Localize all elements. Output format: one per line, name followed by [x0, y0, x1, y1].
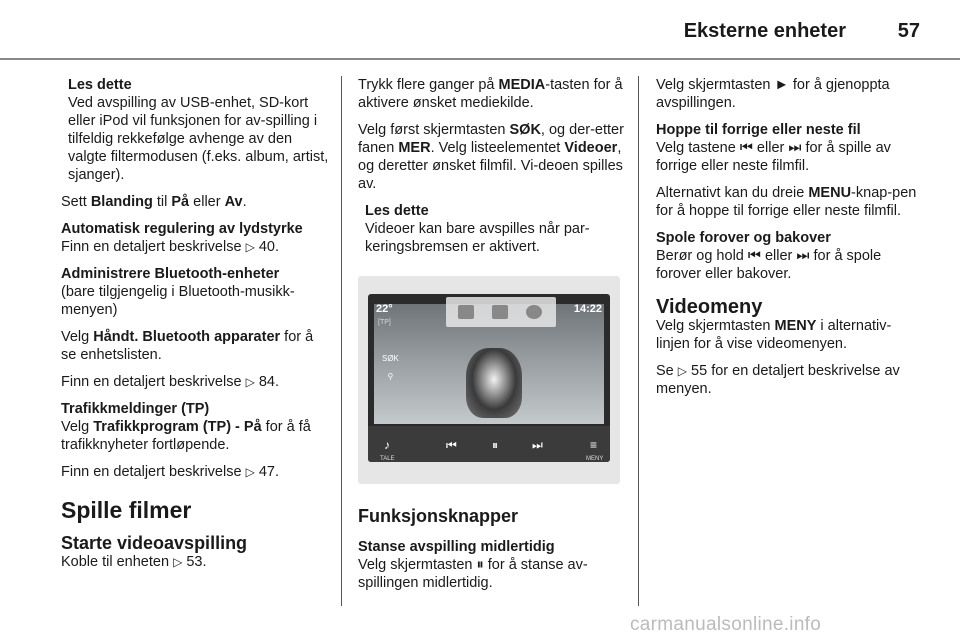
reference-arrow-icon: ▷ — [245, 240, 255, 254]
paragraph-auto-volume: Finn en detaljert beskrivelse ▷ 40. — [61, 239, 280, 255]
heading-skip: Hoppe til forrige eller neste fil — [656, 122, 861, 138]
previous-track-icon: ⏮ — [446, 438, 457, 452]
heading-auto-volume: Automatisk regulering av lydstyrke — [61, 221, 303, 237]
next-track-icon: ⏭ — [788, 140, 802, 156]
screen-tp-indicator: [TP] — [378, 319, 391, 326]
paragraph-pause: Velg skjermtasten ⏸ for å stanse av-spillingen midlertidig. — [358, 557, 588, 591]
source-tabs — [446, 297, 556, 327]
device-icon — [492, 305, 508, 319]
pause-icon: ⏸ — [492, 438, 499, 452]
record-icon — [526, 305, 542, 319]
paragraph-skip: Velg tastene ⏮ eller ⏭ for å spille av forrige eller neste filmfil. — [656, 140, 891, 174]
paragraph-bluetooth-2: Velg Håndt. Bluetooth apparater for å se enhetslisten. — [61, 329, 314, 363]
paragraph-resume: Velg skjermtasten ► for å gjenoppta avspillingen. — [656, 77, 890, 111]
heading-fast-forward: Spole forover og bakover — [656, 230, 831, 246]
heading-play-films: Spille filmer — [61, 497, 192, 523]
paragraph-select-video: Velg først skjermtasten SØK, og der-etter fanen MER. Velg listeelementet Videoer, og deretter ønsket filmfil. Vi-deoen spilles av. — [358, 122, 624, 192]
heading-traffic: Trafikkmeldinger (TP) — [61, 401, 210, 417]
paragraph-bluetooth-3: Finn en detaljert beskrivelse ▷ 84. — [61, 374, 280, 390]
reference-arrow-icon: ▷ — [245, 465, 255, 479]
infotainment-display — [368, 294, 610, 462]
pause-icon: ⏸ — [476, 557, 484, 573]
column-1 — [61, 76, 329, 580]
previous-track-icon: ⏮ — [739, 140, 753, 156]
paragraph-traffic-2: Finn en detaljert beskrivelse ▷ 47. — [61, 464, 280, 480]
reference-arrow-icon: ▷ — [677, 364, 687, 378]
column-divider-1 — [341, 76, 342, 606]
video-screen-illustration — [358, 276, 620, 484]
paragraph-bluetooth-1: (bare tilgjengelig i Bluetooth-musikk-menyen) — [61, 284, 295, 318]
watermark: carmanualsonline.info — [630, 614, 822, 635]
search-icon: ⚲ — [387, 372, 394, 381]
next-track-icon: ⏭ — [532, 438, 543, 452]
paragraph-menu-knob: Alternativt kan du dreie MENU-knap-pen for å hoppe til forrige eller neste filmfil. — [656, 185, 917, 219]
heading-start-video: Starte videoavspilling — [61, 533, 248, 553]
note-text: Ved avspilling av USB-enhet, SD-kort eller iPod vil funksjonen for av-spilling i tilfeldig rekkefølge avhenge av den valgte filtermodusen (f.eks. album, artist, sjanger). — [68, 95, 329, 183]
screen-temperature: 22° — [376, 303, 393, 315]
paragraph-see-reference: Se ▷ 55 for en detaljert beskrivelse av menyen. — [656, 363, 900, 397]
previous-track-icon: ⏮ — [747, 248, 761, 264]
page-number: 57 — [897, 20, 920, 42]
heading-video-menu: Videomeny — [656, 296, 763, 318]
music-icon — [458, 305, 474, 319]
dog-image — [466, 348, 522, 418]
note-parking-brake — [358, 202, 624, 256]
paragraph-connect-device: Koble til enheten ▷ 53. — [61, 554, 207, 570]
screen-meny-label: MENY — [586, 456, 604, 462]
screen-tale-label: TALE — [380, 456, 395, 462]
note-shuffle — [61, 76, 329, 184]
heading-pause: Stanse avspilling midlertidig — [358, 539, 555, 555]
heading-bluetooth: Administrere Bluetooth-enheter — [61, 266, 280, 282]
column-2 — [358, 76, 624, 601]
reference-arrow-icon: ▷ — [245, 375, 255, 389]
page-header-title: Eksterne enheter — [683, 20, 846, 42]
paragraph-video-menu: Velg skjermtasten MENY i alternativ-linjen for å vise videomenyen. — [656, 318, 892, 352]
voice-icon: ♪ — [384, 438, 390, 452]
heading-function-buttons: Funksjonsknapper — [358, 506, 519, 526]
paragraph-traffic-1: Velg Trafikkprogram (TP) - På for å få trafikknyheter fortløpende. — [61, 419, 311, 453]
paragraph-media: Trykk flere ganger på MEDIA-tasten for å aktivere ønsket mediekilde. — [358, 77, 623, 111]
play-icon: ► — [774, 77, 789, 93]
note-label: Les dette — [68, 77, 132, 93]
column-divider-2 — [638, 76, 639, 606]
paragraph-blanding: Sett Blanding til På eller Av. — [61, 194, 247, 210]
header-rule — [0, 58, 960, 60]
column-3 — [656, 76, 922, 407]
note-text: Videoer kan bare avspilles når par-keringsbremsen er aktivert. — [365, 221, 590, 255]
screen-control-bar — [368, 426, 610, 462]
next-track-icon: ⏭ — [796, 248, 810, 264]
note-label: Les dette — [365, 203, 429, 219]
screen-clock: 14:22 — [573, 303, 602, 315]
menu-icon: ≡ — [590, 438, 598, 452]
paragraph-fast-forward: Berør og hold ⏮ eller ⏭ for å spole forover eller bakover. — [656, 248, 882, 282]
screen-search-button: SØK ⚲ — [382, 354, 399, 381]
reference-arrow-icon: ▷ — [173, 555, 183, 569]
